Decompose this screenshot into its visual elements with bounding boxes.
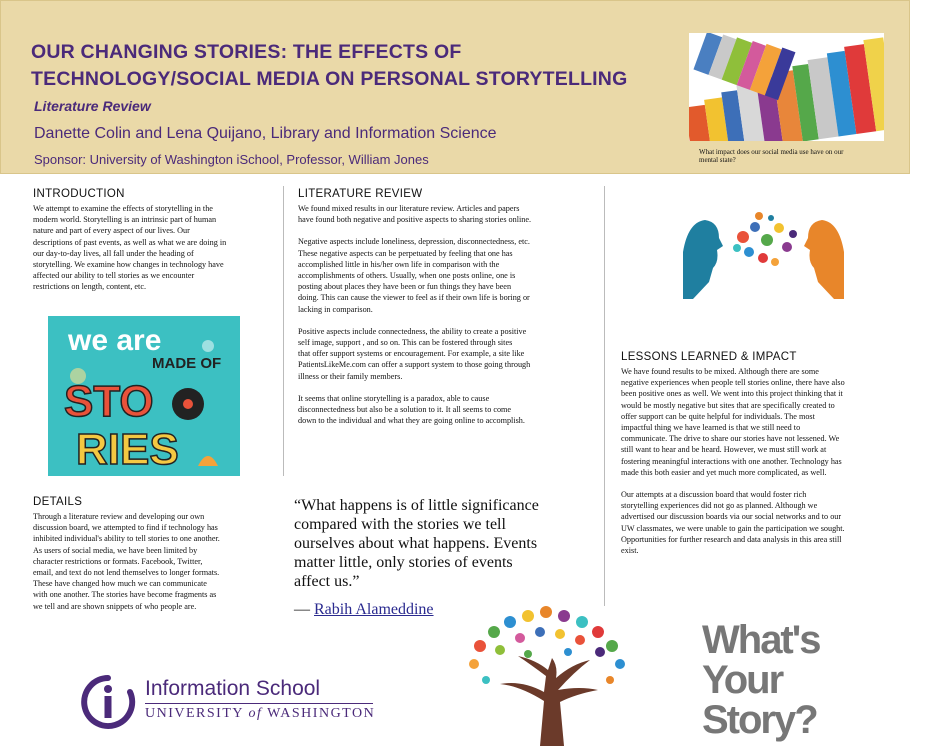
stories-text-ries: RIES bbox=[76, 425, 179, 474]
social-media-tree-image bbox=[460, 606, 635, 746]
talking-heads-illustration bbox=[683, 192, 844, 299]
literature-review-text: We found mixed results in our literature review. Articles and papers have found both negative and positive aspects to sharing stories online. Negative aspects include loneliness, depression, disconnectedness, etc. These negative aspects can be perpetuated by feeling that one has accomplished little in his/her own life in comparison with the accomplishments of others. Usually, when one posts online, one is posting about places they have been or fun things they have been doing. This can cause the viewer to feel as if their own life is boring or lacking in comparison. Positive aspects include connectedness, the ability to create a positive self image, support , and so on. This can be fostered through sites that offer support systems or encouragement. For example, a site like PatientsLikeMe.com can offer a support system to those going through illness or their family members. It seems that online storytelling is a paradox, able to cause disconnectedness but also be a solution to it. It all seems to come down to the individual and what they are going online to accomplish. bbox=[298, 204, 532, 426]
poster-subtitle: Literature Review bbox=[34, 98, 151, 114]
title-line-2: TECHNOLOGY/SOCIAL MEDIA ON PERSONAL STORYTELLING bbox=[31, 68, 628, 90]
we-are-made-of-stories-image bbox=[48, 316, 240, 476]
title-line-1: OUR CHANGING STORIES: THE EFFECTS OF bbox=[31, 41, 462, 63]
introduction-text: We attempt to examine the effects of storytelling in the modern world. Storytelling is an intrinsic part of human nature and part of every aspect of our lives. Our descriptions of past events, as well as what we are doing in our day-to-day lives, all fall under the heading of storytelling. We examine how changes in technology have affected our ability to tell stories as we encounter restrictions on length, content, etc. bbox=[33, 204, 227, 292]
details-heading: DETAILS bbox=[33, 496, 83, 508]
logo-information-school: Information School bbox=[145, 677, 321, 700]
poster-authors: Danette Colin and Lena Quijano, Library and Information Science bbox=[34, 125, 497, 142]
books-illustration bbox=[689, 33, 884, 141]
lessons-text: We have found results to be mixed. Although there are some negative experiences when people tell stories online, there have also been positive ones as well. We went into this project thinking that it would be mostly negative but sites that are specifically created to offer support can be quite helpful for individuals. The most impactful thing we have learned is that we still need to communicate. The drive to share our stories have not lessened. We still want to hear and be heard. However, we must still work at fostering meaningful interactions with one another. Technology has made this both easier and yet much more complicated, as well. Our attempts at a discussion board that would foster rich storytelling experiences did not go as planned. Although we advertised our discussion boards via our social networks and to our UW classmates, we were unable to gain the participation we sought. Opportunities for further research and data analysis in this area still exist. bbox=[621, 367, 845, 556]
tree-illustration bbox=[460, 606, 635, 746]
quote-attribution: — Rabih Alameddine bbox=[294, 601, 434, 618]
quote-author-link[interactable]: Rabih Alameddine bbox=[314, 601, 434, 618]
books-image bbox=[689, 33, 884, 141]
uw-ischool-logo bbox=[78, 674, 378, 730]
talking-heads-image bbox=[683, 192, 844, 299]
lessons-heading: LESSONS LEARNED & IMPACT bbox=[621, 351, 797, 363]
stories-text-sto: STO bbox=[64, 377, 154, 426]
literature-review-heading: LITERATURE REVIEW bbox=[298, 188, 423, 200]
books-caption: What impact does our social media use have on our mental state? bbox=[699, 148, 844, 164]
whats-your-story-graphic: What's Your Story? bbox=[702, 618, 820, 742]
introduction-heading: INTRODUCTION bbox=[33, 188, 125, 200]
column-divider bbox=[604, 186, 605, 606]
poster-title bbox=[31, 39, 627, 93]
ischool-logo-mark bbox=[78, 674, 138, 730]
column-divider bbox=[283, 186, 284, 476]
logo-university: UNIVERSITY of WASHINGTON bbox=[145, 706, 376, 721]
stories-text-we-are: we are bbox=[68, 324, 162, 357]
quote-text: “What happens is of little significance compared with the stories we tell ourselves about what happens. Events matter little, only stories of events affect us.” bbox=[294, 497, 539, 590]
stories-text-made-of: MADE OF bbox=[152, 355, 222, 372]
details-text: Through a literature review and developing our own discussion board, we attempted to find if technology has inhibited individual's ability to tell stories to one another. As users of social media, we have been limited by character restrictions or formats. Facebook, Twitter, email, and text do not lend themselves to longer formats. These have changed how much we can communicate with one another. The stories have become fragments as we tell and are shown snippets of who people are. bbox=[33, 512, 220, 611]
logo-rule bbox=[145, 703, 373, 704]
stories-illustration bbox=[48, 316, 240, 476]
poster-sponsor: Sponsor: University of Washington iSchool, Professor, William Jones bbox=[34, 152, 429, 167]
